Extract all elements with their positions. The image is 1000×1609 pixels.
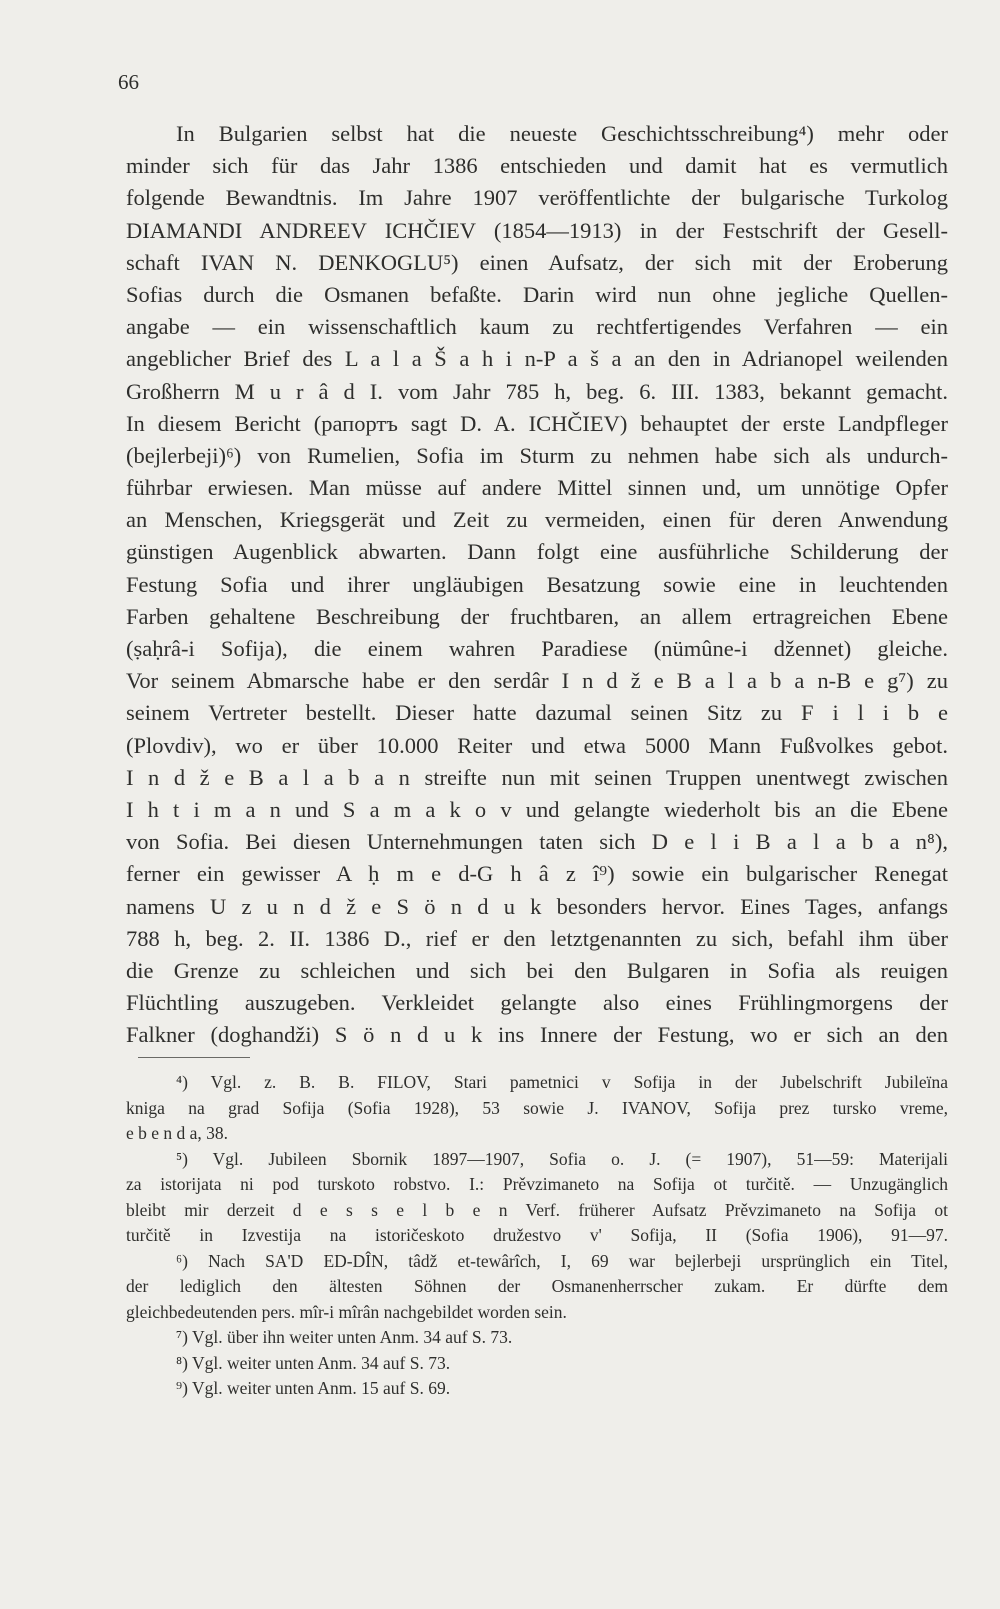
text-line: I h t i m a n und S a m a k o v und gelangte wiederholt bis an die Ebene (126, 796, 948, 822)
text-line: Sofias durch die Osmanen befaßte. Darin wird nun ohne jegliche Quellen- (126, 281, 948, 307)
footnote-line: der lediglich den ältesten Söhnen der Osmanenherrscher zukam. Er dürfte dem (126, 1276, 948, 1296)
text-line: günstigen Augenblick abwarten. Dann folgt eine ausführliche Schilderung der (126, 539, 948, 565)
text-line: In diesem Bericht (рапортъ sagt D. A. ICHČIEV) behauptet der erste Landpfleger (126, 410, 948, 436)
text-line: Vor seinem Abmarsche habe er den serdâr I n d ž e B a l a b a n-B e g⁷) zu (126, 668, 948, 694)
text-line: Falkner (doghandži) S ö n d u k ins Innere der Festung, wo er sich an den (126, 1022, 948, 1048)
footnote-line: e b e n d a, 38. (126, 1123, 229, 1143)
footnote-line: ⁷) Vgl. über ihn weiter unten Anm. 34 auf S. 73. (176, 1327, 513, 1347)
text-line: In Bulgarien selbst hat die neueste Geschichtsschreibung⁴) mehr oder (176, 121, 948, 146)
footnote-line: ⁴) Vgl. z. B. B. FILOV, Stari pametnici v Sofija in der Jubelschrift Jubileïna (176, 1072, 948, 1092)
text-line: folgende Bewandtnis. Im Jahre 1907 veröffentlichte der bulgarische Turkolog (126, 185, 948, 211)
text-line: seinem Vertreter bestellt. Dieser hatte dazumal seinen Sitz zu F i l i b e (126, 700, 948, 726)
text-line: 788 h, beg. 2. II. 1386 D., rief er den letztgenannten zu sich, befahl ihm über (126, 925, 948, 951)
text-line: Großherrn M u r â d I. vom Jahr 785 h, beg. 6. III. 1383, bekannt gemacht. (126, 378, 948, 404)
text-line: (Plovdiv), wo er über 10.000 Reiter und etwa 5000 Mann Fußvolkes gebot. (126, 732, 948, 758)
text-line: die Grenze zu schleichen und sich bei den Bulgaren in Sofia als reuigen (126, 957, 948, 983)
text-line: namens U z u n d ž e S ö n d u k besonders hervor. Eines Tages, anfangs (126, 893, 948, 919)
footnote-line: ⁶) Nach SA'D ED-DÎN, tâdž et-tewârîch, I, 69 war bejlerbeji ursprünglich ein Titel, (176, 1250, 948, 1271)
text-line: angabe — ein wissenschaftlich kaum zu rechtfertigendes Verfahren — ein (126, 314, 948, 340)
text-line: Flüchtling auszugeben. Verkleidet gelangte also eines Frühlingmorgens der (126, 990, 948, 1016)
text-line: angeblicher Brief des L a l a Š a h i n-P a š a an den in Adrianopel weilenden (126, 346, 948, 372)
footnote-line: za istorijata ni pod turskoto robstvo. I.: Prěvzimaneto na Sofija ot turčitě. — Unzugänglich (126, 1174, 948, 1194)
footnote-line: turčitě in Izvestija na istoričeskoto družestvo v' Sofija, II (Sofia 1906), 91—97. (126, 1225, 948, 1245)
text-line: (bejlerbeji)⁶) von Rumelien, Sofia im Sturm zu nehmen habe sich als undurch- (126, 442, 948, 468)
text-line: DIAMANDI ANDREEV ICHČIEV (1854—1913) in der Festschrift der Gesell- (126, 217, 948, 243)
text-line: Farben gehaltene Beschreibung der fruchtbaren, an allem ertragreichen Ebene (126, 603, 948, 629)
text-line: minder sich für das Jahr 1386 entschieden und damit hat es vermutlich (126, 153, 948, 179)
footnote-line: ⁸) Vgl. weiter unten Anm. 34 auf S. 73. (176, 1352, 451, 1373)
text-line: führbar erwiesen. Man müsse auf andere Mittel sinnen und, um unnötige Opfer (126, 475, 948, 501)
text-line: von Sofia. Bei diesen Unternehmungen taten sich D e l i B a l a b a n⁸), (126, 829, 948, 855)
text-line: I n d ž e B a l a b a n streifte nun mit seinen Truppen unentwegt zwischen (126, 764, 948, 790)
footnote-line: ⁵) Vgl. Jubileen Sbornik 1897—1907, Sofia o. J. (= 1907), 51—59: Materijali (176, 1148, 948, 1169)
footnote-line: kniga na grad Sofija (Sofia 1928), 53 sowie J. IVANOV, Sofija prez tursko vreme, (126, 1097, 948, 1118)
footnote-line: gleichbedeutenden pers. mîr-i mîrân nachgebildet worden sein. (126, 1301, 567, 1322)
main-text (126, 118, 948, 1051)
text-line: ferner ein gewisser A ḥ m e d-G h â z î⁹) sowie ein bulgarischer Renegat (126, 861, 948, 887)
page-number: 66 (118, 70, 139, 94)
text-line: Festung Sofia und ihrer ungläubigen Besatzung sowie eine in leuchtenden (126, 571, 948, 597)
text-line: schaft IVAN N. DENKOGLU⁵) einen Aufsatz, der sich mit der Eroberung (126, 249, 948, 275)
text-line: an Menschen, Kriegsgerät und Zeit zu vermeiden, einen für deren Anwendung (126, 507, 948, 533)
footnotes (126, 1070, 948, 1402)
footnote-separator (138, 1057, 250, 1058)
footnote-line: ⁹) Vgl. weiter unten Anm. 15 auf S. 69. (176, 1378, 451, 1398)
text-line: (ṣaḥrâ-i Sofija), die einem wahren Paradiese (nümûne-i džennet) gleiche. (126, 636, 948, 661)
footnote-line: bleibt mir derzeit d e s s e l b e n Verf. früherer Aufsatz Prěvzimaneto na Sofija ot (126, 1199, 948, 1220)
